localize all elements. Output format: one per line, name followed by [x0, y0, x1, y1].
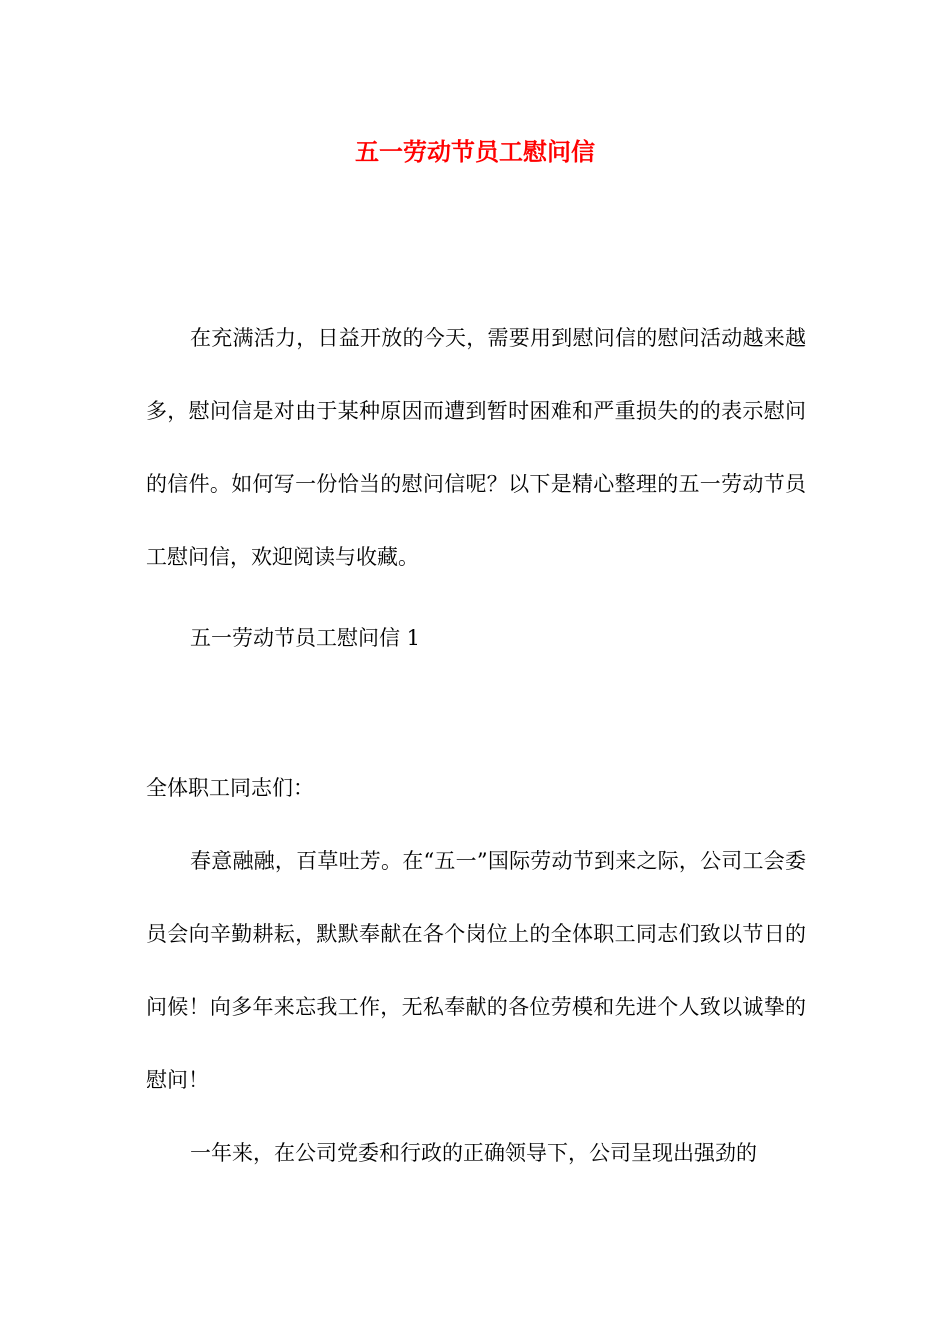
section-heading: 五一劳动节员工慰问信 1: [190, 626, 421, 650]
letter-paragraph: 春意融融，百草吐芳。在“五一”国际劳动节到来之际，公司工会委员会向辛勤耕耘，默默奉献在各个岗位上的全体职工同志们致以节日的问候！向多年来忘我工作，无私奉献的各位劳模和先进个人致以诚挚的慰问！: [146, 849, 806, 1092]
intro-paragraph: 在充满活力，日益开放的今天，需要用到慰问信的慰问活动越来越多，慰问信是对由于某种原因而遭到暂时困难和严重损失的的表示慰问的信件。如何写一份恰当的慰问信呢？以下是精心整理的五一劳动节员工慰问信，欢迎阅读与收藏。: [146, 326, 806, 569]
document-title: 五一劳动节员工慰问信: [355, 138, 595, 166]
intro-block: [146, 302, 806, 594]
salutation: 全体职工同志们：: [146, 776, 314, 800]
letter-paragraph: 一年来，在公司党委和行政的正确领导下，公司呈现出强劲的: [190, 1141, 757, 1165]
letter-body: [146, 752, 806, 1190]
